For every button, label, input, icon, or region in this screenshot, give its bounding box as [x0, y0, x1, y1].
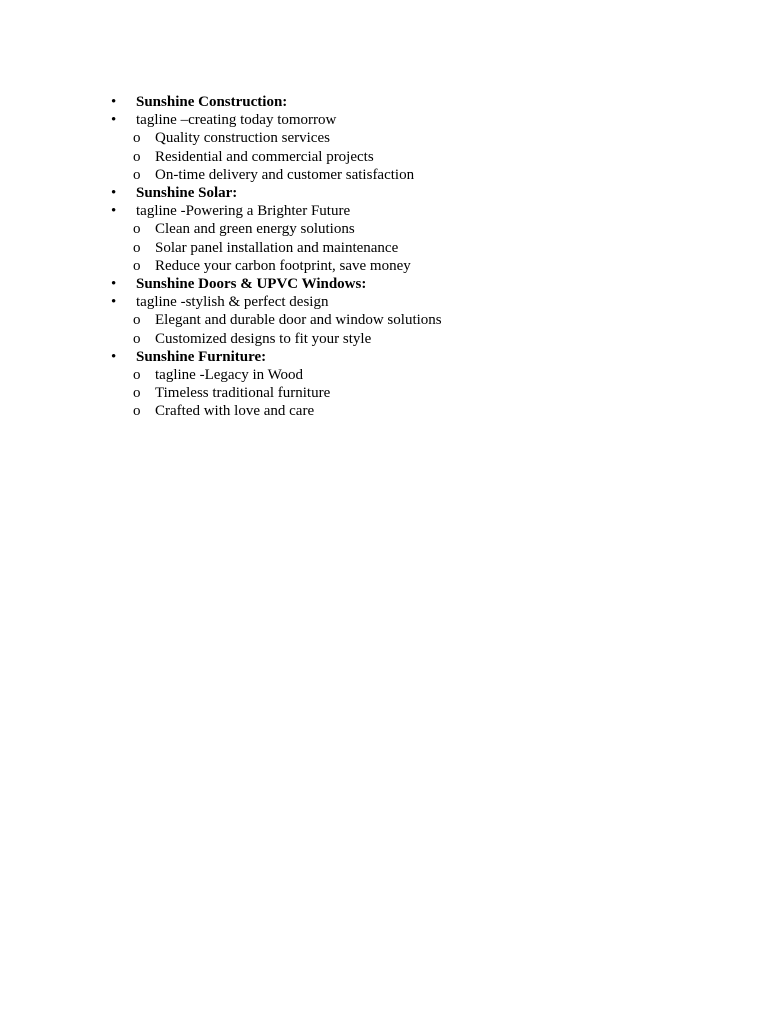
list-item-text: Elegant and durable door and window solutions [155, 312, 442, 329]
section-heading-construction [110, 93, 442, 111]
section-heading-text: Sunshine Furniture: [136, 348, 267, 365]
sub-list [110, 311, 442, 347]
sub-bullet-marker: o [133, 367, 141, 384]
list-item-text: Timeless traditional furniture [155, 385, 331, 402]
list-item [110, 239, 442, 257]
tagline-text: tagline -Powering a Brighter Future [136, 203, 351, 220]
list-item-text: On-time delivery and customer satisfaction [155, 166, 415, 183]
list-item [110, 384, 442, 402]
sub-list [110, 129, 442, 184]
section-heading-furniture [110, 348, 442, 421]
tagline-text: tagline -stylish & perfect design [136, 294, 329, 311]
section-heading-text: Sunshine Construction: [136, 94, 288, 110]
bullet-marker: • [111, 276, 117, 293]
sub-list [110, 220, 442, 275]
bullet-marker: • [111, 348, 117, 365]
list-item-text: Solar panel installation and maintenance [155, 239, 399, 256]
sub-bullet-marker: o [133, 130, 141, 147]
list-item-text: tagline -Legacy in Wood [155, 367, 304, 384]
bullet-list [110, 93, 442, 421]
section-heading-text: Sunshine Solar: [136, 185, 238, 202]
sub-bullet-marker: o [133, 385, 141, 402]
section-heading-solar [110, 184, 442, 202]
sub-bullet-marker: o [133, 148, 141, 165]
section-tagline-solar [110, 202, 442, 275]
section-heading-text: Sunshine Doors & UPVC Windows: [136, 276, 367, 293]
section-tagline-construction [110, 111, 442, 184]
sub-bullet-marker: o [133, 166, 141, 183]
list-item-text: Quality construction services [155, 130, 330, 147]
bullet-marker: • [111, 294, 117, 311]
list-item-text: Reduce your carbon footprint, save money [155, 257, 411, 274]
list-item [110, 166, 442, 184]
list-item [110, 311, 442, 329]
sub-bullet-marker: o [133, 239, 141, 256]
sub-bullet-marker: o [133, 403, 141, 420]
sub-bullet-marker: o [133, 221, 141, 238]
bullet-marker: • [111, 94, 117, 110]
bullet-marker: • [111, 203, 117, 220]
section-heading-doors-windows [110, 275, 442, 293]
list-item-text: Customized designs to fit your style [155, 330, 372, 347]
bullet-marker: • [111, 185, 117, 202]
list-item [110, 330, 442, 348]
bullet-marker: • [111, 112, 117, 129]
sub-bullet-marker: o [133, 312, 141, 329]
list-item [110, 402, 442, 420]
list-item [110, 148, 442, 166]
list-item [110, 366, 442, 384]
list-item [110, 257, 442, 275]
sub-list [110, 366, 442, 421]
list-item-text: Clean and green energy solutions [155, 221, 355, 238]
list-item-text: Crafted with love and care [155, 403, 315, 420]
section-tagline-doors-windows [110, 293, 442, 348]
list-item [110, 220, 442, 238]
sub-bullet-marker: o [133, 330, 141, 347]
sub-bullet-marker: o [133, 257, 141, 274]
list-item [110, 129, 442, 147]
list-item-text: Residential and commercial projects [155, 148, 374, 165]
tagline-text: tagline –creating today tomorrow [136, 112, 337, 129]
